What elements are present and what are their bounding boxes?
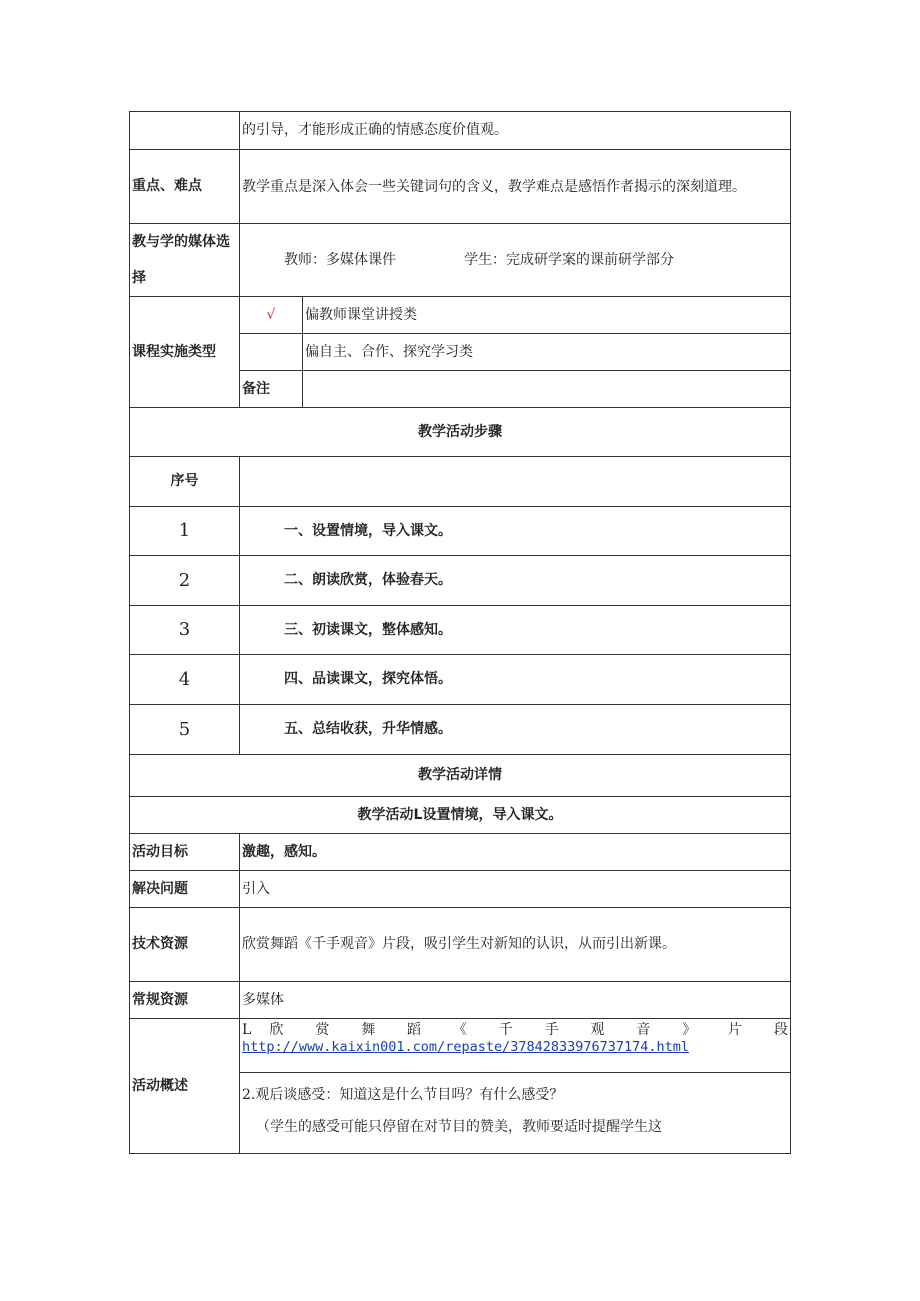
table-row: [130, 507, 791, 556]
media-cell: [240, 224, 791, 297]
tech-label: 技术资源: [130, 908, 240, 982]
media-label: 教与学的媒体选择: [130, 224, 240, 297]
course-type-option-1: 偏教师课堂讲授类: [303, 297, 791, 334]
problem-label: 解决问题: [130, 871, 240, 908]
note-label: 备注: [240, 371, 303, 408]
step-number: 4: [130, 655, 240, 705]
tech-value: 欣赏舞蹈《千手观音》片段，吸引学生对新知的认识，从而引出新课。: [240, 908, 791, 982]
step-number: 5: [130, 705, 240, 755]
intro-text: 的引导，才能形成正确的情感态度价值观。: [240, 112, 791, 150]
course-type-row-1: [130, 297, 791, 334]
table-row: [130, 606, 791, 655]
tech-row: [130, 908, 791, 982]
step-number: 3: [130, 606, 240, 655]
regular-label: 常规资源: [130, 982, 240, 1019]
index-header: 序号: [130, 457, 240, 507]
overview-label: 活动概述: [130, 1019, 240, 1154]
activity-title-row: [130, 797, 791, 834]
details-section-title: 教学活动详情: [130, 755, 791, 797]
regular-row: [130, 982, 791, 1019]
goal-value: 激趣，感知。: [240, 834, 791, 871]
overview-line-1: L 欣 赏 舞 蹈 《 千 手 观 音 》 片 段: [242, 1022, 788, 1038]
step-text: 五、总结收获，升华情感。: [240, 705, 791, 755]
goal-label: 活动目标: [130, 834, 240, 871]
check-mark-icon: √: [266, 306, 276, 323]
step-number: 2: [130, 556, 240, 606]
overview-row-1: [130, 1019, 791, 1073]
note-value: [303, 371, 791, 408]
problem-value: 引入: [240, 871, 791, 908]
overview-line-2: 2.观后谈感受：知道这是什么节目吗？有什么感受？: [242, 1087, 564, 1103]
key-points-row: [130, 150, 791, 224]
media-teacher: 教师：多媒体课件: [284, 251, 396, 268]
table-row: [130, 705, 791, 755]
step-text: 四、品读课文，探究体悟。: [240, 655, 791, 705]
step-text: 二、朗读欣赏，体验春天。: [240, 556, 791, 606]
steps-header-row: [130, 408, 791, 457]
media-student: 学生：完成研学案的课前研学部分: [464, 251, 674, 268]
goal-row: [130, 834, 791, 871]
overview-cell-2: [240, 1073, 791, 1154]
step-number: 1: [130, 507, 240, 556]
key-points-label: 重点、难点: [130, 150, 240, 224]
table-row: [130, 556, 791, 606]
overview-line-3: （学生的感受可能只停留在对节目的赞美，教师要适时提醒学生这: [256, 1119, 662, 1135]
media-row: [130, 224, 791, 297]
problem-row: [130, 871, 791, 908]
step-text: 三、初读课文，整体感知。: [240, 606, 791, 655]
step-text: 一、设置情境，导入课文。: [240, 507, 791, 556]
details-header-row: [130, 755, 791, 797]
lesson-plan-page: [129, 111, 790, 1154]
lesson-plan-table: [129, 111, 791, 1154]
course-type-check-cell-2[interactable]: [240, 334, 303, 371]
overview-link[interactable]: http://www.kaixin001.com/repaste/37842833976737174.html: [242, 1039, 690, 1056]
course-type-option-2: 偏自主、合作、探究学习类: [303, 334, 791, 371]
activity-title: 教学活动L设置情境，导入课文。: [130, 797, 791, 834]
table-row: [130, 655, 791, 705]
overview-cell-1: [240, 1019, 791, 1073]
intro-row: [130, 112, 791, 150]
course-type-label: 课程实施类型: [130, 297, 240, 408]
steps-column-header-row: [130, 457, 791, 507]
intro-label-cell: [130, 112, 240, 150]
steps-section-title: 教学活动步骤: [130, 408, 791, 457]
regular-value: 多媒体: [240, 982, 791, 1019]
course-type-check-cell[interactable]: [240, 297, 303, 334]
step-header-blank: [240, 457, 791, 507]
key-points-text: 教学重点是深入体会一些关键词句的含义，教学难点是感悟作者揭示的深刻道理。: [240, 150, 791, 224]
